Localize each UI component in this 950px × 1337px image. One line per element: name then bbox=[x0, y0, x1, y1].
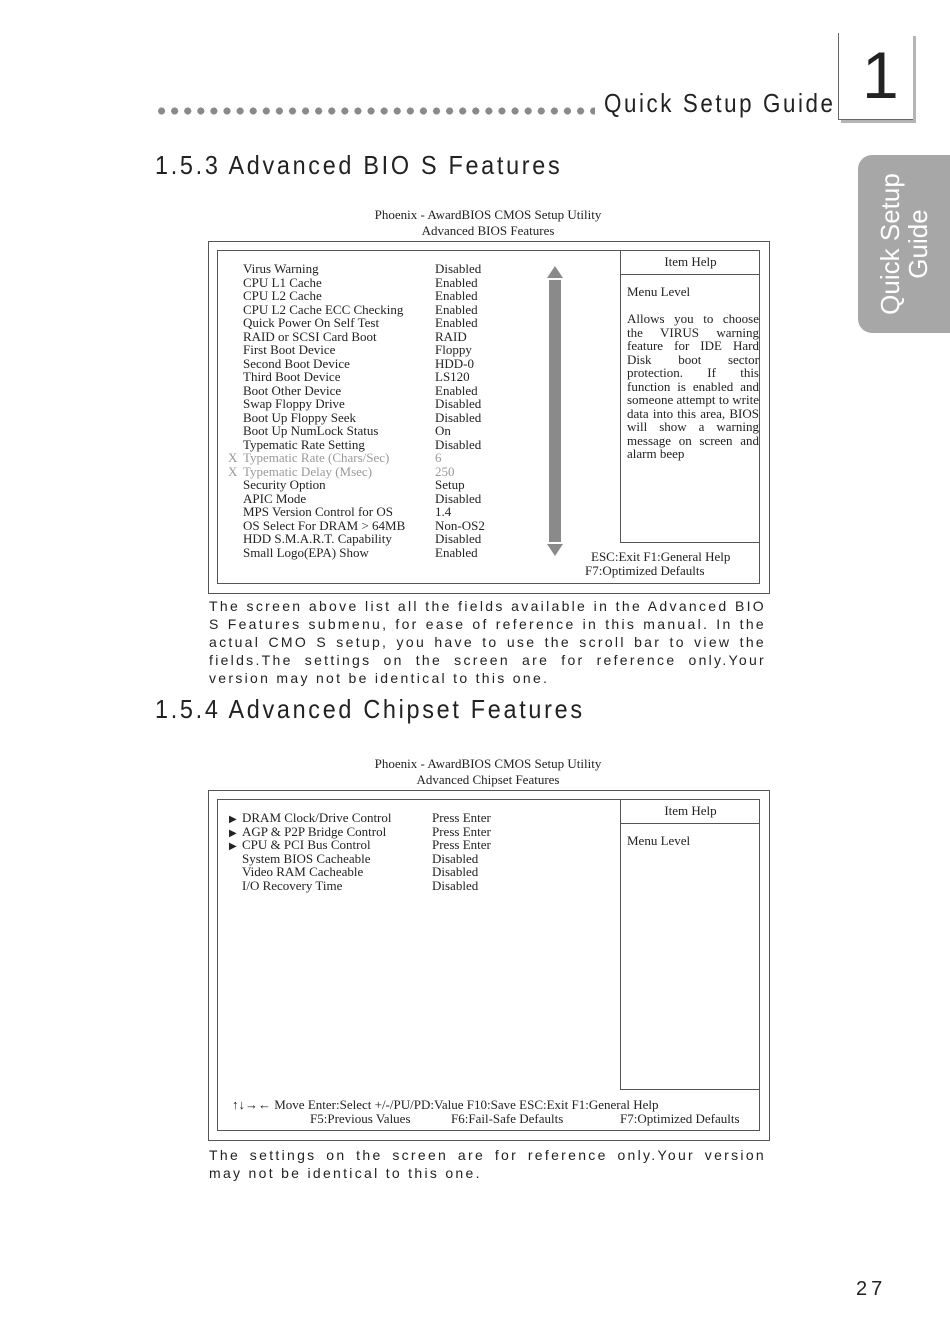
bios-field-row[interactable] bbox=[243, 343, 543, 357]
bios-field-row[interactable] bbox=[243, 424, 543, 438]
field-value[interactable]: Press Enter bbox=[432, 837, 491, 852]
bios-field-row bbox=[228, 463, 543, 479]
bios-field-row bbox=[228, 450, 543, 465]
field-value[interactable]: HDD-0 bbox=[435, 355, 474, 371]
field-label: First Boot Device bbox=[243, 342, 336, 357]
scroll-track[interactable] bbox=[549, 280, 561, 542]
field-value[interactable]: Press Enter bbox=[432, 810, 491, 825]
field-label: Video RAM Cacheable bbox=[242, 864, 364, 879]
bios-help-panel bbox=[620, 250, 760, 543]
field-value[interactable]: Enabled bbox=[435, 288, 478, 303]
field-value[interactable]: LS120 bbox=[435, 369, 470, 384]
bios-description: The screen above list all the fields available in the Advanced BIO S Features submenu, for ease of reference in this manual. In the actual CMO S setup, you have to use the scroll bar to view the fields.The settings on the screen are for reference only.Your version may not be identical to this one. bbox=[209, 598, 766, 686]
chipset-keys-optimized: F7:Optimized Defaults bbox=[620, 1111, 740, 1126]
bios-field-row[interactable] bbox=[243, 505, 543, 519]
bios-field-row[interactable] bbox=[243, 546, 543, 560]
field-label: RAID or SCSI Card Boot bbox=[243, 328, 377, 344]
submenu-arrow-icon: ▶ bbox=[229, 841, 237, 852]
chipset-field-list bbox=[229, 810, 542, 893]
side-tab-line2: Guide bbox=[903, 209, 933, 279]
bios-field-row[interactable] bbox=[243, 384, 543, 398]
field-value[interactable]: Disabled bbox=[435, 261, 482, 276]
chipset-help-panel bbox=[620, 799, 760, 1090]
scroll-up-arrow-icon[interactable] bbox=[547, 266, 563, 278]
bios-field-row[interactable] bbox=[243, 532, 543, 546]
field-label: Boot Up NumLock Status bbox=[243, 423, 379, 438]
field-value[interactable]: Enabled bbox=[435, 315, 478, 330]
chipset-keys-line1: ↑↓→← Move Enter:Select +/-/PU/PD:Value F10:Save ESC:Exit F1:General Help bbox=[232, 1097, 659, 1112]
field-label: AGP & P2P Bridge Control bbox=[242, 823, 387, 839]
chipset-submenu-row[interactable] bbox=[229, 823, 542, 839]
page-number: 27 bbox=[856, 1278, 887, 1300]
field-value[interactable]: RAID bbox=[435, 328, 467, 344]
field-value[interactable]: Disabled bbox=[432, 864, 479, 879]
field-label: System BIOS Cacheable bbox=[242, 850, 371, 866]
scrollbar[interactable] bbox=[548, 266, 562, 558]
field-value[interactable]: Enabled bbox=[435, 301, 478, 317]
field-label: Third Boot Device bbox=[243, 369, 341, 384]
bios-field-row[interactable] bbox=[243, 262, 543, 276]
bios-keys-line2: F7:Optimized Defaults bbox=[585, 563, 705, 578]
field-label: Quick Power On Self Test bbox=[243, 315, 380, 330]
header-dot-rule bbox=[155, 106, 595, 116]
bios-field-row[interactable] bbox=[243, 411, 543, 425]
field-label: Swap Floppy Drive bbox=[243, 396, 345, 411]
bios-keys-line1: ESC:Exit F1:General Help bbox=[591, 549, 731, 564]
chipset-keys-previous: F5:Previous Values bbox=[310, 1111, 411, 1126]
help-text: Allows you to choose the VIRUS warning feature for IDE Hard Disk boot sector protection. If this function is enabled and someone attempt to write data into this area, BIOS will show a warning message on screen and alarm beep bbox=[627, 311, 759, 461]
field-value[interactable]: Disabled bbox=[435, 490, 482, 506]
chipset-submenu-row[interactable] bbox=[229, 837, 542, 852]
bios-field-row[interactable] bbox=[243, 478, 543, 492]
field-label: HDD S.M.A.R.T. Capability bbox=[243, 531, 392, 546]
help-divider bbox=[621, 274, 760, 275]
field-label: Second Boot Device bbox=[243, 355, 350, 371]
help-title: Item Help bbox=[664, 803, 717, 818]
guide-title: Quick Setup Guide bbox=[604, 88, 836, 118]
field-label: Boot Up Floppy Seek bbox=[243, 409, 357, 425]
field-label: Security Option bbox=[243, 477, 326, 492]
chipset-field-row[interactable] bbox=[242, 852, 542, 866]
bios-field-row[interactable] bbox=[243, 303, 543, 317]
side-tab-label bbox=[876, 159, 932, 329]
field-label: CPU L2 Cache bbox=[243, 288, 322, 303]
bios-field-row[interactable] bbox=[243, 492, 543, 506]
bios-field-row[interactable] bbox=[243, 276, 543, 290]
chipset-field-row[interactable] bbox=[242, 879, 542, 893]
section-heading-bios: 1.5.3 Advanced BIO S Features bbox=[155, 150, 563, 180]
field-label: APIC Mode bbox=[243, 490, 307, 506]
field-label: DRAM Clock/Drive Control bbox=[242, 810, 392, 825]
field-value[interactable]: Enabled bbox=[435, 274, 478, 290]
field-label: Small Logo(EPA) Show bbox=[243, 544, 369, 560]
bios-field-row[interactable] bbox=[243, 289, 543, 303]
disabled-marker: X bbox=[228, 463, 238, 479]
field-value[interactable]: Setup bbox=[435, 477, 465, 492]
field-label: Typematic Delay (Msec) bbox=[243, 463, 373, 479]
help-title: Item Help bbox=[664, 254, 717, 269]
help-menu-level: Menu Level bbox=[627, 284, 691, 299]
field-label: Boot Other Device bbox=[243, 382, 342, 398]
field-value[interactable]: Disabled bbox=[435, 531, 482, 546]
bios-field-row[interactable] bbox=[243, 438, 543, 452]
field-value[interactable]: Enabled bbox=[435, 382, 478, 398]
bios-field-row[interactable] bbox=[243, 397, 543, 411]
field-label: OS Select For DRAM > 64MB bbox=[243, 517, 406, 533]
field-label: CPU L2 Cache ECC Checking bbox=[243, 301, 404, 317]
field-value[interactable]: Non-OS2 bbox=[435, 517, 485, 533]
field-label: Virus Warning bbox=[243, 261, 319, 276]
field-label: CPU L1 Cache bbox=[243, 274, 322, 290]
field-value[interactable]: Disabled bbox=[435, 396, 482, 411]
field-label: Typematic Rate (Chars/Sec) bbox=[243, 450, 390, 465]
field-label: MPS Version Control for OS bbox=[243, 504, 394, 519]
bios-screen-title: Advanced BIOS Features bbox=[421, 223, 555, 238]
chipset-utility-title: Phoenix - AwardBIOS CMOS Setup Utility bbox=[374, 756, 602, 771]
field-value[interactable]: Press Enter bbox=[432, 823, 491, 839]
section-heading-chipset: 1.5.4 Advanced Chipset Features bbox=[155, 694, 585, 724]
chipset-field-row[interactable] bbox=[242, 865, 542, 879]
field-label: CPU & PCI Bus Control bbox=[242, 837, 371, 852]
field-value[interactable]: On bbox=[435, 423, 451, 438]
field-label: I/O Recovery Time bbox=[242, 877, 343, 893]
field-value[interactable]: Enabled bbox=[435, 544, 478, 560]
field-value[interactable]: Disabled bbox=[432, 877, 479, 893]
field-label: Typematic Rate Setting bbox=[243, 436, 365, 452]
bios-field-row[interactable] bbox=[243, 370, 543, 384]
help-menu-level: Menu Level bbox=[627, 833, 691, 848]
chipset-keys-failsafe: F6:Fail-Safe Defaults bbox=[451, 1111, 564, 1126]
field-value[interactable]: Disabled bbox=[435, 409, 482, 425]
bios-field-row[interactable] bbox=[243, 519, 543, 533]
chapter-number: 1 bbox=[862, 38, 899, 112]
field-value: 6 bbox=[435, 450, 442, 465]
chipset-screen-title: Advanced Chipset Features bbox=[416, 772, 560, 787]
scroll-down-arrow-icon[interactable] bbox=[547, 544, 563, 556]
field-value: 250 bbox=[435, 463, 455, 479]
bios-field-list bbox=[228, 261, 543, 560]
bios-field-row[interactable] bbox=[243, 357, 543, 371]
bios-field-row[interactable] bbox=[243, 316, 543, 330]
bios-utility-title: Phoenix - AwardBIOS CMOS Setup Utility bbox=[374, 207, 602, 222]
field-value[interactable]: 1.4 bbox=[435, 504, 452, 519]
chipset-submenu-row[interactable] bbox=[229, 810, 542, 825]
chipset-description: The settings on the screen are for reference only.Your version may not be identical to this one. bbox=[209, 1147, 766, 1181]
field-value[interactable]: Disabled bbox=[435, 436, 482, 452]
field-value[interactable]: Disabled bbox=[432, 850, 479, 866]
submenu-arrow-icon: ▶ bbox=[229, 827, 237, 839]
help-divider bbox=[621, 823, 760, 824]
submenu-arrow-icon: ▶ bbox=[229, 814, 237, 825]
disabled-marker: X bbox=[228, 450, 238, 465]
bios-field-row[interactable] bbox=[243, 330, 543, 344]
field-value[interactable]: Floppy bbox=[435, 342, 472, 357]
side-tab-line1: Quick Setup bbox=[875, 173, 905, 315]
